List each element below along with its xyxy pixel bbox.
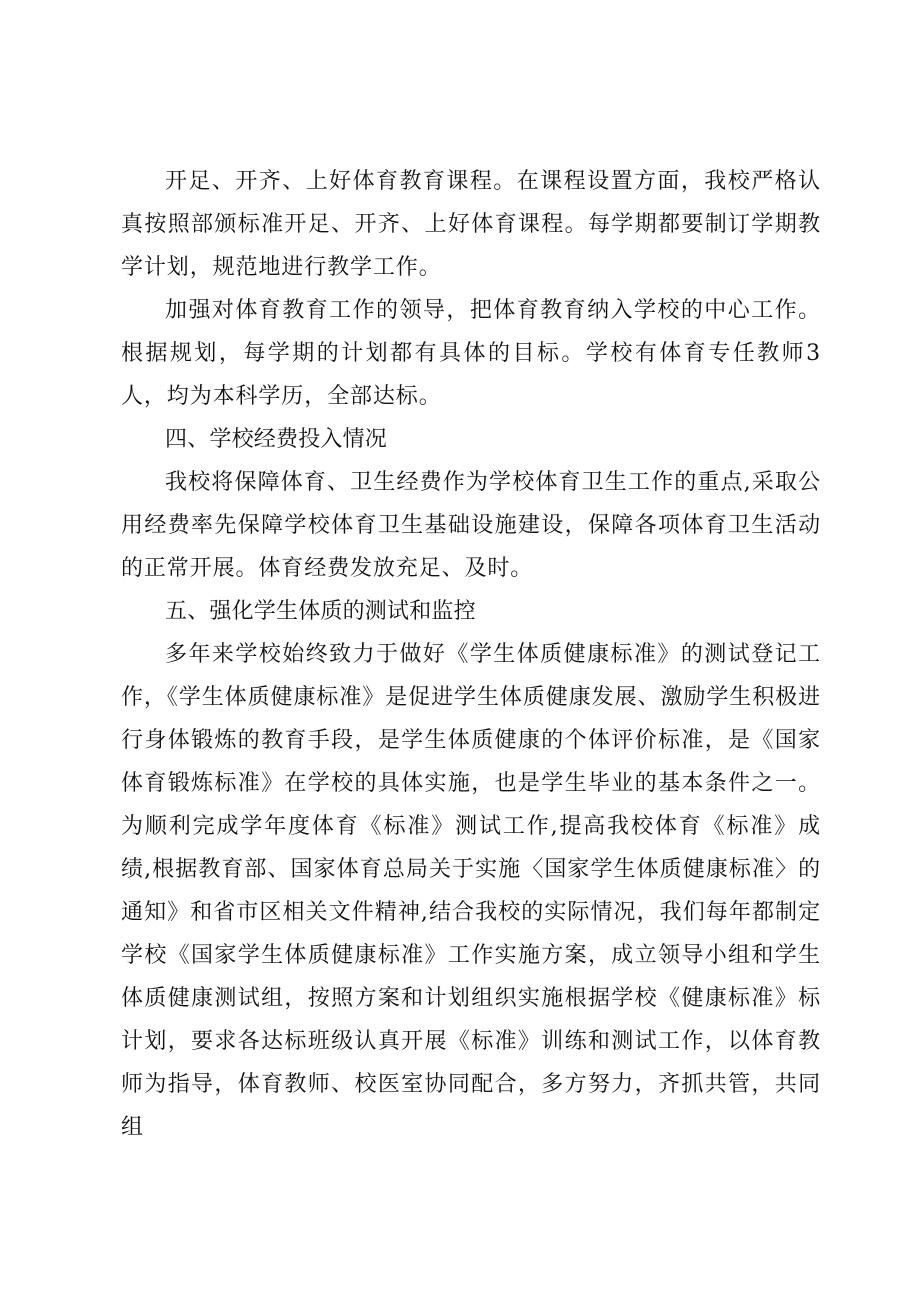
section-heading-funding: 四、学校经费投入情况 (165, 427, 388, 452)
paragraph-fitness-testing: 多年来学校始终致力于做好《学生体质健康标准》的测试登记工作，《学生体质健康标准》是促进学生体质健康发展、激励学生积极进行身体锻炼的教育手段，是学生体质健康的个体评价标准，是《国家体育锻炼标准》在学校的具体实施，也是学生毕业的基本条件之一。为顺利完成学年度体育《标准》测试工作,提高我校体育《标准》成绩,根据教育部、国家体育总局关于实施〈国家学生体质健康标准〉的通知》和省市区相关文件精神,结合我校的实际情况，我们每年都制定学校《国家学生体质健康标准》工作实施方案，成立领导小组和学生体质健康测试组，按照方案和计划组织实施根据学校《健康标准》标计划，要求各达标班级认真开展《标准》训练和测试工作，以体育教师为指导，体育教师、校医室协同配合，多方努力，齐抓共管，共同组 (121, 642, 821, 1140)
section-heading-fitness-testing: 五、强化学生体质的测试和监控 (165, 599, 476, 624)
paragraph-curriculum: 开足、开齐、上好体育教育课程。在课程设置方面，我校严格认真按照部颁标准开足、开齐、上好体育课程。每学期都要制订学期教学计划，规范地进行教学工作。 (121, 169, 821, 280)
paragraph-funding: 我校将保障体育、卫生经费作为学校体育卫生工作的重点,采取公用经费率先保障学校体育卫生基础设施建设，保障各项体育卫生活动的正常开展。体育经费发放充足、及时。 (121, 470, 821, 581)
document-body (121, 160, 821, 1149)
paragraph-leadership: 加强对体育教育工作的领导，把体育教育纳入学校的中心工作。根据规划，每学期的计划都有具体的目标。学校有体育专任教师3人，均为本科学历，全部达标。 (121, 298, 821, 409)
